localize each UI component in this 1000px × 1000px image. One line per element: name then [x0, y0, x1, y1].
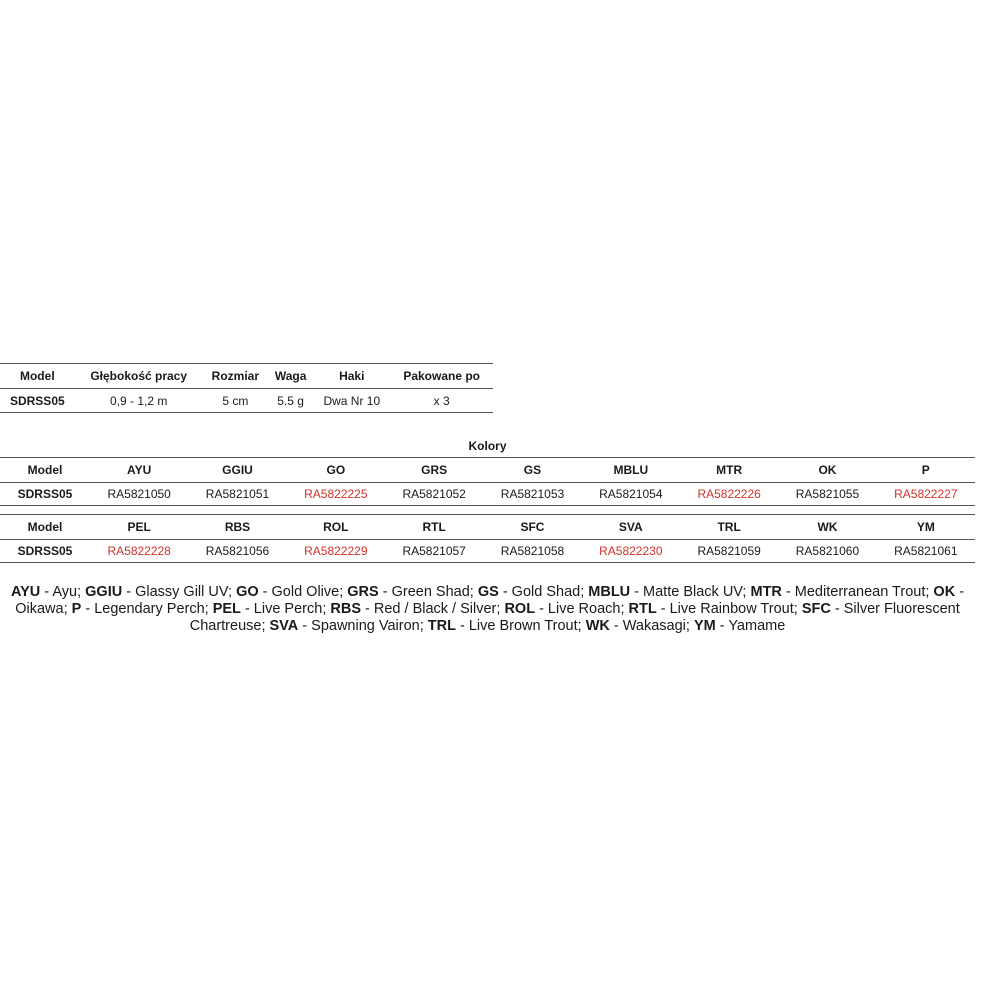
color-header-gs: GS: [483, 458, 581, 483]
color-header-row: [0, 458, 975, 483]
color-header-ym: YM: [877, 515, 975, 540]
color-code-gs: RA5821053: [483, 483, 581, 506]
color-header-model: Model: [0, 515, 90, 540]
legend-item-trl: TRL - Live Brown Trout;: [427, 618, 586, 634]
color-code-sfc: RA5821058: [483, 540, 581, 563]
legend-item-sva: SVA - Spawning Vairon;: [269, 618, 428, 634]
color-code-sva: RA5822230: [582, 540, 680, 563]
spec-hooks: Dwa Nr 10: [313, 389, 390, 413]
color-header-mblu: MBLU: [582, 458, 680, 483]
color-row-model: SDRSS05: [0, 540, 90, 563]
color-header-ggiu: GGIU: [188, 458, 286, 483]
spec-size: 5 cm: [203, 389, 268, 413]
spec-row: [0, 389, 493, 413]
color-header-p: P: [877, 458, 975, 483]
color-code-mtr: RA5822226: [680, 483, 778, 506]
color-header-wk: WK: [778, 515, 876, 540]
legend-item-ggiu: GGIU - Glassy Gill UV;: [85, 584, 237, 600]
color-header-row: [0, 515, 975, 540]
color-header-mtr: MTR: [680, 458, 778, 483]
color-header-rbs: RBS: [188, 515, 286, 540]
color-header-go: GO: [287, 458, 385, 483]
color-code-row: [0, 540, 975, 563]
color-header-ok: OK: [778, 458, 876, 483]
spec-depth: 0,9 - 1,2 m: [75, 389, 203, 413]
color-code-ym: RA5821061: [877, 540, 975, 563]
color-code-wk: RA5821060: [778, 540, 876, 563]
legend-item-rbs: RBS - Red / Black / Silver;: [330, 601, 505, 617]
color-code-pel: RA5822228: [90, 540, 188, 563]
legend-item-wk: WK - Wakasagi;: [585, 618, 694, 634]
legend-item-ayu: AYU - Ayu;: [10, 584, 86, 600]
color-header-pel: PEL: [90, 515, 188, 540]
color-code-ok: RA5821055: [778, 483, 876, 506]
color-header-rtl: RTL: [385, 515, 483, 540]
color-header-sva: SVA: [582, 515, 680, 540]
legend-item-mblu: MBLU - Matte Black UV;: [588, 584, 751, 600]
legend-item-pel: PEL - Live Perch;: [212, 601, 331, 617]
color-code-rol: RA5822229: [287, 540, 385, 563]
color-code-mblu: RA5821054: [582, 483, 680, 506]
legend-item-rol: ROL - Live Roach;: [504, 601, 629, 617]
spec-header-hooks: Haki: [313, 364, 390, 389]
legend-item-mtr: MTR - Mediterranean Trout;: [750, 584, 934, 600]
color-header-rol: ROL: [287, 515, 385, 540]
legend-item-grs: GRS - Green Shad;: [347, 584, 478, 600]
color-code-grs: RA5821052: [385, 483, 483, 506]
colors-title: Kolory: [468, 439, 507, 453]
color-legend: [0, 584, 975, 635]
spec-header-depth: Głębokość pracy: [75, 364, 203, 389]
spec-header-pack: Pakowane po: [390, 364, 493, 389]
legend-item-gs: GS - Gold Shad;: [477, 584, 589, 600]
legend-item-sfc: SFC - Silver Fluorescent Chartreuse;: [189, 601, 960, 634]
legend-item-ym: YM - Yamame: [693, 618, 786, 634]
color-table-2: [0, 514, 975, 563]
color-code-row: [0, 483, 975, 506]
color-table-1: [0, 457, 975, 506]
legend-item-go: GO - Gold Olive;: [236, 584, 348, 600]
legend-item-p: P - Legendary Perch;: [71, 601, 213, 617]
spec-header-weight: Waga: [268, 364, 313, 389]
spec-weight: 5.5 g: [268, 389, 313, 413]
color-header-model: Model: [0, 458, 90, 483]
color-code-rbs: RA5821056: [188, 540, 286, 563]
color-code-trl: RA5821059: [680, 540, 778, 563]
spec-header-size: Rozmiar: [203, 364, 268, 389]
color-code-rtl: RA5821057: [385, 540, 483, 563]
color-row-model: SDRSS05: [0, 483, 90, 506]
spec-header-model: Model: [0, 364, 75, 389]
spec-header-row: [0, 364, 493, 389]
spec-pack: x 3: [390, 389, 493, 413]
spec-table: [0, 363, 493, 413]
legend-item-ok: OK - Oikawa;: [15, 584, 965, 617]
color-header-sfc: SFC: [483, 515, 581, 540]
color-header-grs: GRS: [385, 458, 483, 483]
color-header-trl: TRL: [680, 515, 778, 540]
color-code-p: RA5822227: [877, 483, 975, 506]
spec-model: SDRSS05: [0, 389, 75, 413]
color-code-ggiu: RA5821051: [188, 483, 286, 506]
color-code-ayu: RA5821050: [90, 483, 188, 506]
color-code-go: RA5822225: [287, 483, 385, 506]
legend-item-rtl: RTL - Live Rainbow Trout;: [628, 601, 802, 617]
color-header-ayu: AYU: [90, 458, 188, 483]
